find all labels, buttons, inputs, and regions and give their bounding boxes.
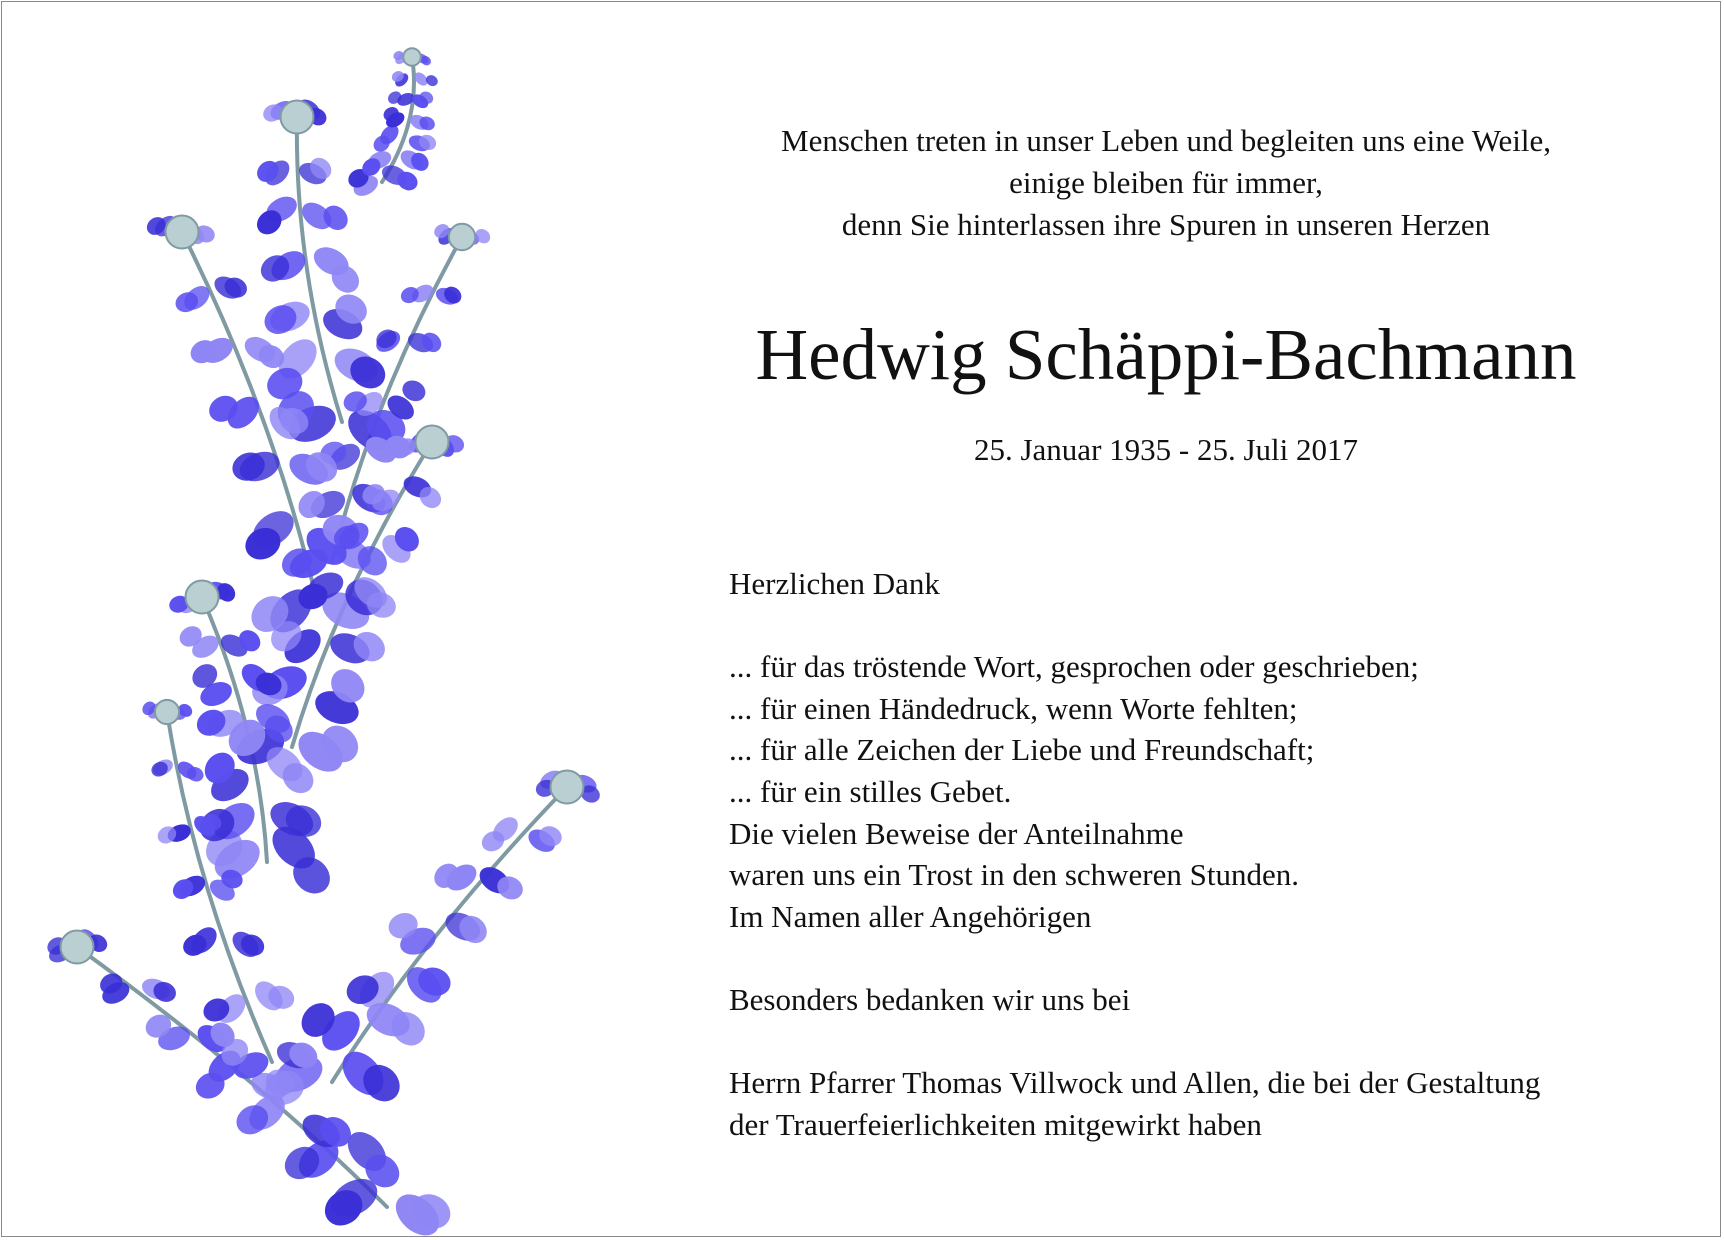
flower-bud xyxy=(281,101,314,134)
spacer xyxy=(729,1021,1540,1063)
life-dates: 25. Januar 1935 - 25. Juli 2017 xyxy=(973,432,1359,467)
signature-line: Im Namen aller Angehörigen xyxy=(729,898,1092,934)
flower-bud xyxy=(186,581,219,614)
spacer xyxy=(729,937,1540,979)
special-thanks-line: Herrn Pfarrer Thomas Villwock und Allen, die bei der Gestaltung xyxy=(729,1065,1541,1101)
thanks-line: ... für ein stilles Gebet. xyxy=(729,773,1012,809)
motto-line: Menschen treten in unser Leben und begleiten uns eine Weile, xyxy=(781,123,1551,158)
motto-line: denn Sie hinterlassen ihre Spuren in unseren Herzen xyxy=(841,207,1491,242)
thanks-line: ... für alle Zeichen der Liebe und Freundschaft; xyxy=(729,732,1315,768)
obituary-card xyxy=(1,1,1721,1237)
flower-bud xyxy=(403,48,421,66)
flower-petal xyxy=(398,284,422,306)
lupine-flowers-illustration xyxy=(2,2,642,1238)
thanks-line: Die vielen Beweise der Anteilnahme xyxy=(729,815,1184,851)
special-thanks-line: der Trauerfeierlichkeiten mitgewirkt haben xyxy=(729,1106,1262,1142)
spacer xyxy=(729,605,1540,647)
special-thanks-intro: Besonders bedanken wir uns bei xyxy=(729,981,1131,1017)
flower-bud xyxy=(166,216,199,249)
flower-petal xyxy=(424,73,440,88)
motto-verse xyxy=(729,120,1603,246)
motto-line: einige bleiben für immer, xyxy=(1009,165,1323,200)
flower-bud xyxy=(155,700,179,724)
flower-bud xyxy=(551,771,584,804)
flower-bud xyxy=(416,426,449,459)
thanks-section xyxy=(729,563,1540,1145)
flower-bud xyxy=(449,224,475,250)
thanks-line: ... für das tröstende Wort, gesprochen oder geschrieben; xyxy=(729,649,1419,685)
thanks-line: waren uns ein Trost in den schweren Stunden. xyxy=(729,857,1299,893)
deceased-name: Hedwig Schäppi-Bachmann xyxy=(755,314,1577,395)
thanks-heading: Herzlichen Dank xyxy=(729,566,940,601)
flower-bud xyxy=(61,931,94,964)
thanks-line: ... für einen Händedruck, wenn Worte fehlten; xyxy=(729,690,1298,726)
